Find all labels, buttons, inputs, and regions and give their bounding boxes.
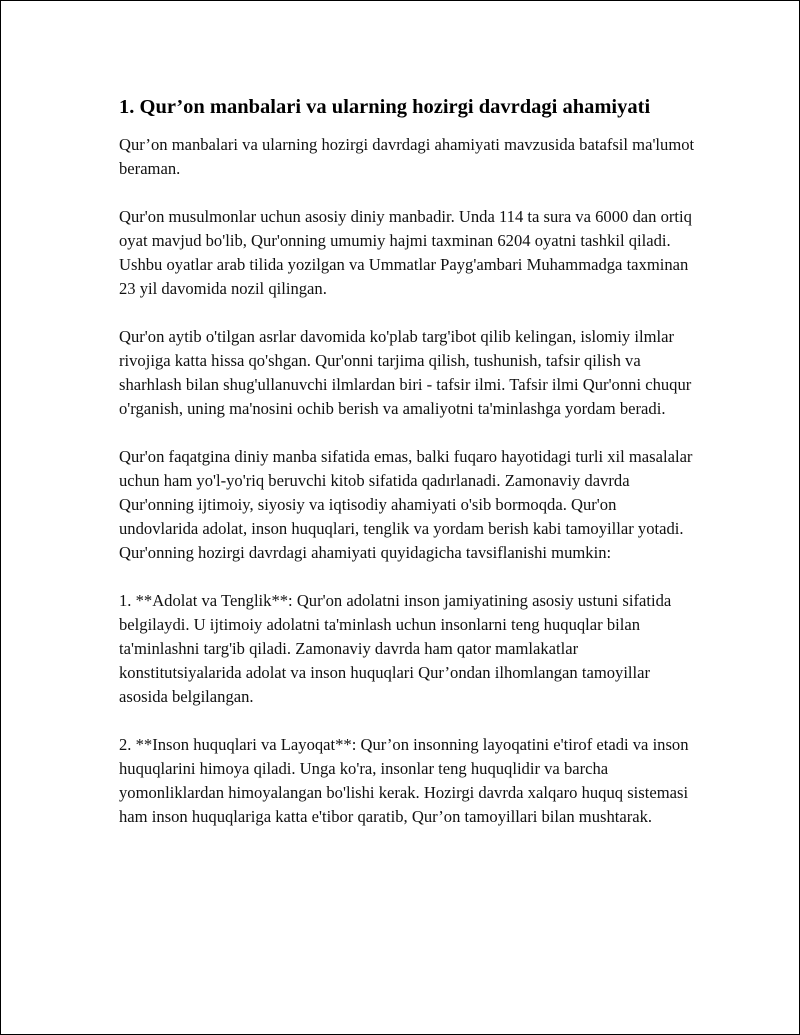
paragraph-quran-overview: Qur'on musulmonlar uchun asosiy diniy manbadir. Unda 114 ta sura va 6000 dan ortiq oyat mavjud bo'lib, Qur'onning umumiy hajmi taxminan 6204 oyatni tashkil qiladi. Ushbu oyatlar arab tilida yozilgan va Ummatlar Payg'ambari Muhammadga taxminan 23 yil davomida nozil qilingan. <box>119 207 692 298</box>
paragraph-tafsir: Qur'on aytib o'tilgan asrlar davomida ko'plab targ'ibot qilib kelingan, islomiy ilmlar rivojiga katta hissa qo'shgan. Qur'onni tarjima qilish, tushunish, tafsir qilish va sharhlash bilan shug'ullanuvchi ilmlardan biri - tafsir ilmi. Tafsir ilmi Qur'onni chuqur o'rganish, uning ma'nosini ochib berish va amaliyotni ta'minlashga yordam beradi. <box>119 327 692 418</box>
document-heading: 1. Qur’on manbalari va ularning hozirgi davrdagi ahamiyati <box>119 96 651 118</box>
list-item-human-rights: 2. **Inson huquqlari va Layoqat**: Qur’on insonning layoqatini e'tirof etadi va inson huquqlarini himoya qiladi. Unga ko'ra, insonlar teng huquqlidir va barcha yomonliklardan himoyalangan bo'lishi kerak. Hozirgi davrda xalqaro huquq sistemasi ham inson huquqlariga katta e'tibor qaratib, Qur’on tamoyillari bilan mushtarak. <box>119 735 689 826</box>
paragraph-modern-significance: Qur'on faqatgina diniy manba sifatida emas, balki fuqaro hayotidagi turli xil masalalar uchun ham yo'l-yo'riq beruvchi kitob sifatida qadırlanadi. Zamonaviy davrda Qur'onning ijtimoiy, siyosiy va iqtisodiy ahamiyati o'sib bormoqda. Qur'on undovlarida adolat, inson huquqlari, tenglik va yordam berish kabi tamoyillar yotadi. Qur'onning hozirgi davrdagi ahamiyati quyidagicha tavsiflanishi mumkin: <box>119 447 693 562</box>
paragraph-intro: Qur’on manbalari va ularning hozirgi davrdagi ahamiyati mavzusida batafsil ma'lumot beraman. <box>119 135 695 178</box>
document-body <box>119 93 699 853</box>
list-item-justice-equality: 1. **Adolat va Tenglik**: Qur'on adolatni inson jamiyatining asosiy ustuni sifatida belgilaydi. U ijtimoiy adolatni ta'minlash uchun insonlarni teng huquqlar bilan ta'minlashni targ'ib qiladi. Zamonaviy davrda ham qator mamlakatlar konstitutsiyalarida adolat va inson huquqlari Qur’ondan ilhomlangan tamoyillar asosida belgilangan. <box>119 591 672 706</box>
